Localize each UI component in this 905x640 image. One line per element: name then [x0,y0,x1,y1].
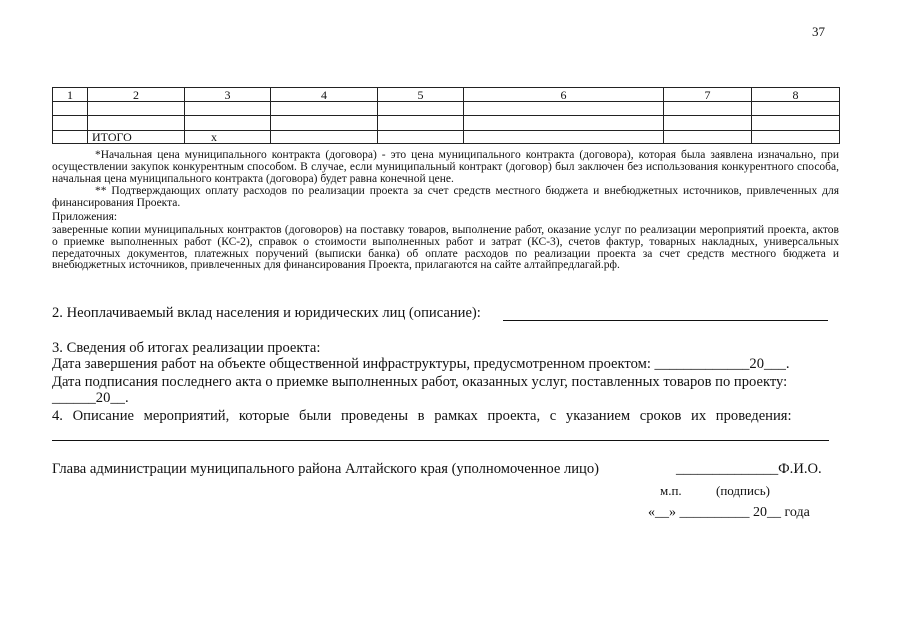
results-table [52,87,840,144]
table-cell [271,131,378,144]
table-cell [664,131,752,144]
table-cell [752,131,840,144]
section-4-fill-line [52,440,829,441]
col-header-8: 8 [752,88,840,102]
signature-head: Глава администрации муниципального района Алтайского края (уполномоченное лицо) [52,461,600,477]
appendix-text: заверенные копии муниципальных контрактов (договоров) на поставку товаров, выполнение работ, оказание услуг по реализации мероприятий проекта, актов о приемке выполненных работ (КС-2), справок о стоимости выполненных работ и затрат (КС-3), счетов фактур, товарных накладных, универсальных передаточных документов, платежных поручений (выписки банка) об оплате расходов по реализации проекта за счет средств местного бюджета и внебюджетных источников, привлеченных для финансирования Проекта, прилагаются на сайте алтайпредлагай.рф. [52,224,839,272]
table-cell [464,116,664,131]
table-row [53,102,840,116]
footnote-payment-docs [52,186,839,210]
appendix-title: Приложения: [52,211,118,223]
total-label: ИТОГО [88,131,185,144]
table-cell [185,116,271,131]
section-4-text: 4. Описание мероприятий, которые были проведены в рамках проекта, с указанием сроков их проведения: [52,408,792,424]
table-cell [664,102,752,116]
table-cell [464,131,664,144]
col-header-5: 5 [378,88,464,102]
page-number: 37 [812,24,825,39]
table-cell [88,116,185,131]
signature-date: «__» __________ 20__ года [648,505,810,520]
table-cell [271,102,378,116]
section-2-text: 2. Неоплачиваемый вклад населения и юридических лиц (описание): [52,305,481,321]
table-cell [752,116,840,131]
col-header-6: 6 [464,88,664,102]
table-cell [378,131,464,144]
signature-stamp-place: м.п. [660,483,682,498]
col-header-1: 1 [53,88,88,102]
col-header-2: 2 [88,88,185,102]
col-header-7: 7 [664,88,752,102]
footnote-initial-price-text: *Начальная цена муниципального контракта (договора) - это цена муниципального контракта (договора), которая была заявлена изначально, при осуществлении закупок конкурентным способом. В случае, если муниципальный контракт (договор) был заключен без использования конкурентного способа, начальная цена муниципального контракта (договора) будет равна конечной цене. [52,149,839,185]
table-cell [464,102,664,116]
table-row [53,116,840,131]
table-cell [88,102,185,116]
section-3-last-act-year: ______20__. [52,390,129,406]
table-cell [53,102,88,116]
table-cell [53,116,88,131]
table-cell [185,102,271,116]
table-cell [378,116,464,131]
signature-fio: ______________Ф.И.О. [676,461,822,477]
table-cell [752,102,840,116]
table-cell [53,131,88,144]
col-header-4: 4 [271,88,378,102]
section-2-fill-line [503,320,828,321]
table-cell [378,102,464,116]
table-cell [664,116,752,131]
table-total-row [53,131,840,144]
footnote-payment-docs-text: ** Подтверждающих оплату расходов по реализации проекта за счет средств местного бюджета и внебюджетных источников, привлеченных для финансирования Проекта. [52,185,839,209]
section-3-title: 3. Сведения об итогах реализации проекта: [52,340,321,356]
section-3-last-act-date: Дата подписания последнего акта о приемке выполненных работ, оказанных услуг, поставленных товаров по проекту: [52,374,788,390]
total-mark: х [185,131,271,144]
signature-caption: (подпись) [716,483,770,498]
table-header-row [53,88,840,102]
table-cell [271,116,378,131]
section-3-completion-date: Дата завершения работ на объекте общественной инфраструктуры, предусмотренном проектом: _____________20___. [52,356,790,372]
col-header-3: 3 [185,88,271,102]
footnote-initial-price [52,150,839,185]
